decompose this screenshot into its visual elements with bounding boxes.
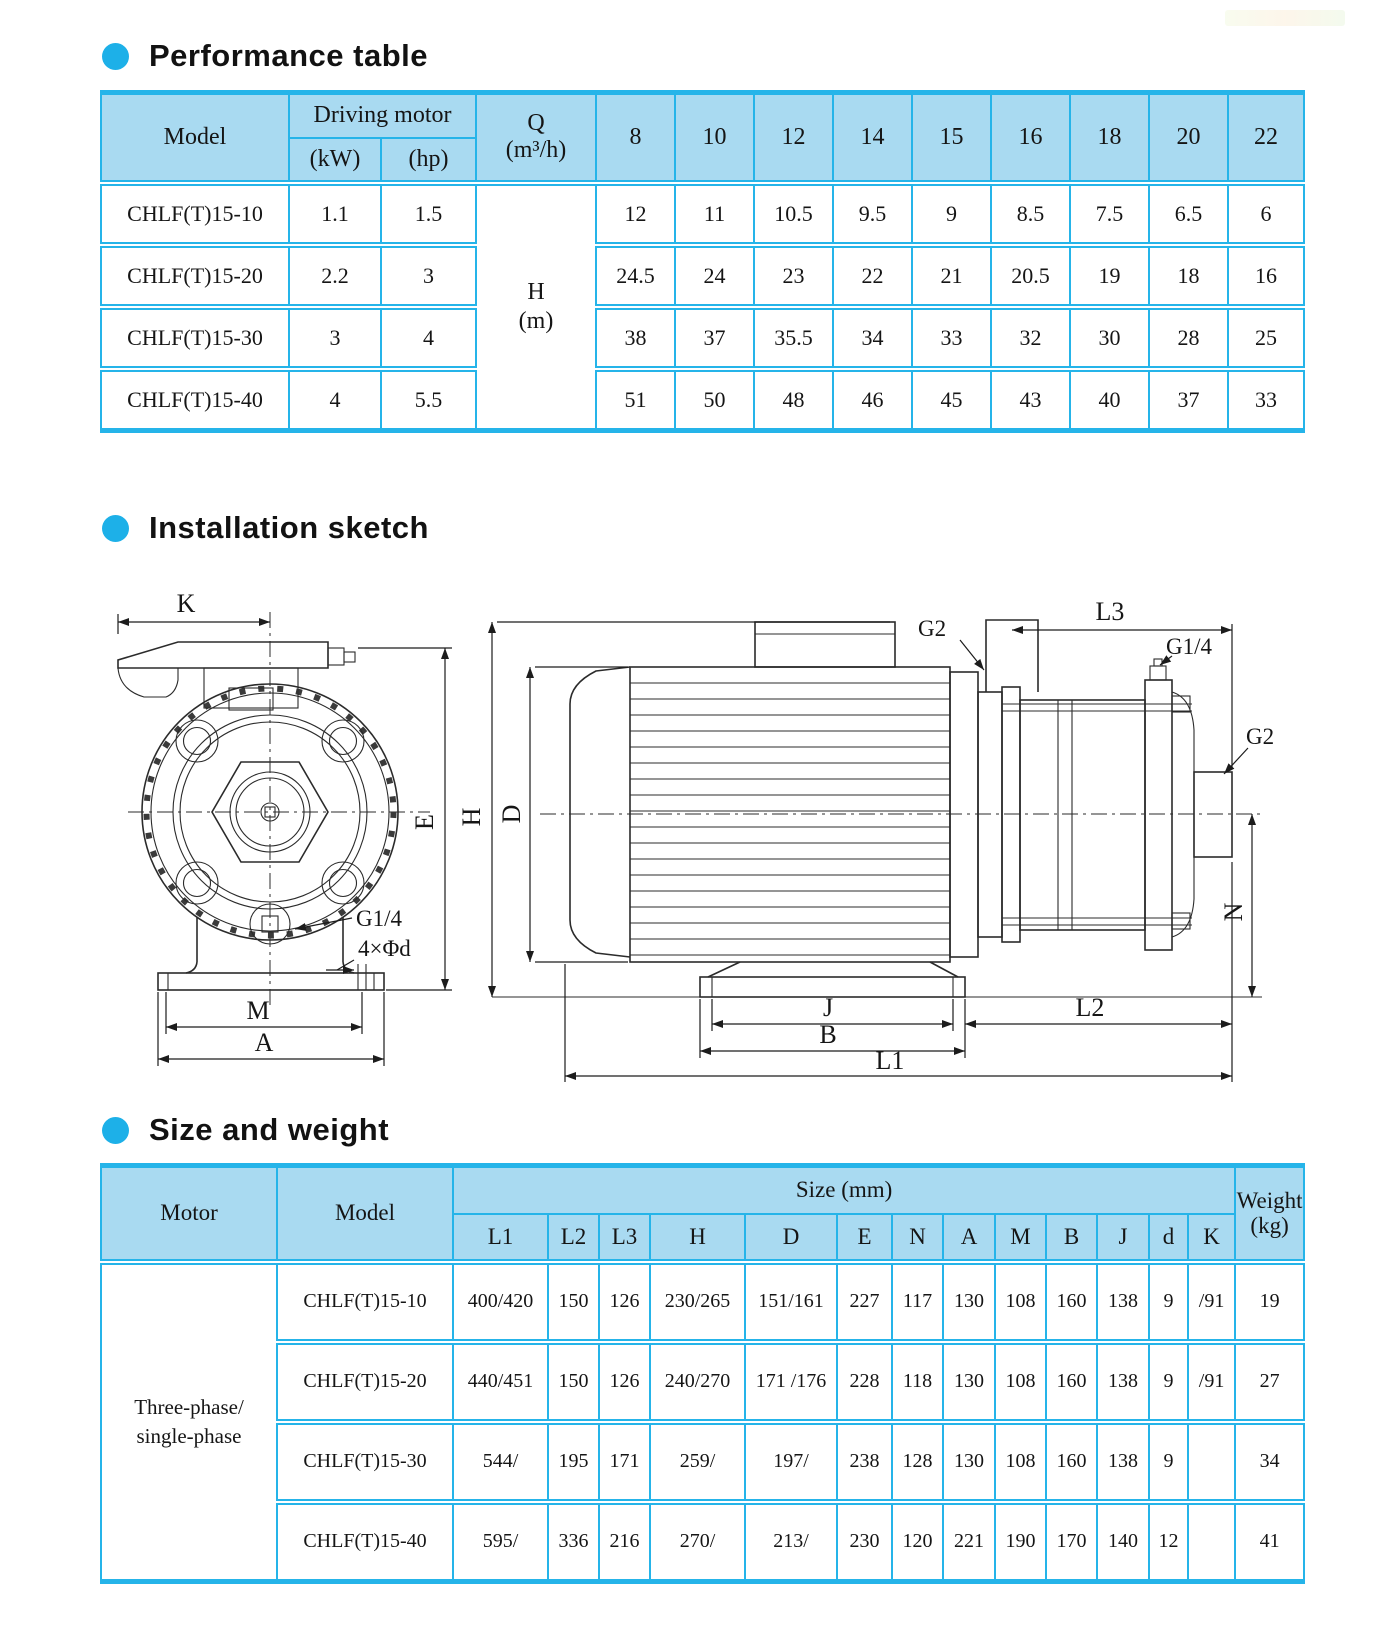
hp-cell: 3 xyxy=(381,245,476,307)
installation-section-heading xyxy=(102,510,429,546)
size-cell: 108 xyxy=(995,1262,1046,1342)
size-cell: 120 xyxy=(892,1502,943,1582)
head-cell: 33 xyxy=(1228,369,1304,431)
size-cell: 108 xyxy=(995,1422,1046,1502)
head-cell: 40 xyxy=(1070,369,1149,431)
dim-label-l2: L2 xyxy=(1075,993,1105,1022)
dim-label-g2-end: G2 xyxy=(1246,724,1275,749)
size-cell: 138 xyxy=(1097,1262,1149,1342)
col-header-motor: Motor xyxy=(101,1166,277,1262)
head-cell: 38 xyxy=(596,307,675,369)
dim-label-g14-side: G1/4 xyxy=(1166,634,1212,659)
motor-type-line1: Three-phase/ xyxy=(134,1395,244,1420)
scan-artifact xyxy=(1225,10,1345,26)
motor-type-line2: single-phase xyxy=(136,1423,242,1448)
head-cell: 46 xyxy=(833,369,912,431)
dim-label-l3: L3 xyxy=(1095,597,1125,626)
head-cell: 33 xyxy=(912,307,991,369)
size-cell: /91 xyxy=(1188,1342,1235,1422)
size-cell: 227 xyxy=(837,1262,892,1342)
head-cell: 21 xyxy=(912,245,991,307)
col-header-model: Model xyxy=(277,1166,453,1262)
dim-label-l1: L1 xyxy=(875,1046,905,1075)
h-symbol: H xyxy=(527,278,545,305)
dim-label-e: E xyxy=(410,814,439,830)
kw-cell: 3 xyxy=(289,307,381,369)
size-cell: 151/161 xyxy=(745,1262,837,1342)
size-cell: 130 xyxy=(943,1342,995,1422)
head-cell: 48 xyxy=(754,369,833,431)
kw-cell: 2.2 xyxy=(289,245,381,307)
size-cell: /91 xyxy=(1188,1262,1235,1342)
size-cell: 126 xyxy=(599,1342,650,1422)
size-cell: 12 xyxy=(1149,1502,1188,1582)
size-cell: 544/ xyxy=(453,1422,548,1502)
table-row xyxy=(101,369,1304,431)
size-cell: 138 xyxy=(1097,1422,1149,1502)
dim-label-h: H xyxy=(457,807,486,827)
flow-value-header: 8 xyxy=(596,93,675,183)
size-cell: 117 xyxy=(892,1262,943,1342)
bullet-icon xyxy=(102,43,129,70)
head-cell: 37 xyxy=(675,307,754,369)
motor-type-cell xyxy=(101,1262,277,1582)
flow-value-header: 14 xyxy=(833,93,912,183)
size-col-header: L1 xyxy=(453,1214,548,1262)
model-cell: CHLF(T)15-30 xyxy=(101,307,289,369)
weight-cell: 41 xyxy=(1235,1502,1304,1582)
weight-label: Weight xyxy=(1236,1187,1303,1213)
installation-sketch xyxy=(100,572,1310,1082)
hp-cell: 5.5 xyxy=(381,369,476,431)
front-view-dimensions xyxy=(118,589,452,1066)
size-cell: 9 xyxy=(1149,1342,1188,1422)
flow-value-header: 22 xyxy=(1228,93,1304,183)
hp-cell: 4 xyxy=(381,307,476,369)
size-cell: 440/451 xyxy=(453,1342,548,1422)
size-cell: 9 xyxy=(1149,1422,1188,1502)
size-cell: 160 xyxy=(1046,1422,1097,1502)
size-col-header: D xyxy=(745,1214,837,1262)
head-cell: 9.5 xyxy=(833,183,912,245)
size-cell: 130 xyxy=(943,1422,995,1502)
size-col-header: H xyxy=(650,1214,745,1262)
size-cell: 126 xyxy=(599,1262,650,1342)
col-header-q xyxy=(476,93,596,183)
model-cell: CHLF(T)15-40 xyxy=(101,369,289,431)
dim-label-g14-front: G1/4 xyxy=(356,906,402,931)
pump-side-view xyxy=(492,620,1262,997)
head-cell: 24 xyxy=(675,245,754,307)
head-cell: 7.5 xyxy=(1070,183,1149,245)
head-cell: 25 xyxy=(1228,307,1304,369)
size-cell xyxy=(1188,1422,1235,1502)
dim-label-bolt-pattern: 4×Φd xyxy=(358,936,411,961)
model-cell: CHLF(T)15-10 xyxy=(277,1262,453,1342)
size-col-header: J xyxy=(1097,1214,1149,1262)
size-cell: 150 xyxy=(548,1342,599,1422)
size-cell: 140 xyxy=(1097,1502,1149,1582)
table-row xyxy=(101,1422,1304,1502)
size-cell: 128 xyxy=(892,1422,943,1502)
head-cell: 23 xyxy=(754,245,833,307)
dim-label-a: A xyxy=(254,1028,274,1057)
head-cell: 12 xyxy=(596,183,675,245)
size-cell: 195 xyxy=(548,1422,599,1502)
size-cell: 171 xyxy=(599,1422,650,1502)
flow-value-header: 20 xyxy=(1149,93,1228,183)
weight-cell: 19 xyxy=(1235,1262,1304,1342)
model-cell: CHLF(T)15-20 xyxy=(277,1342,453,1422)
size-col-header: K xyxy=(1188,1214,1235,1262)
size-cell: 171 /176 xyxy=(745,1342,837,1422)
flow-value-header: 10 xyxy=(675,93,754,183)
head-cell: 18 xyxy=(1149,245,1228,307)
dim-label-k: K xyxy=(176,589,196,618)
size-cell: 228 xyxy=(837,1342,892,1422)
head-cell: 22 xyxy=(833,245,912,307)
size-col-header: B xyxy=(1046,1214,1097,1262)
col-header-weight xyxy=(1235,1166,1304,1262)
junction-box xyxy=(755,622,895,667)
performance-table xyxy=(100,90,1305,433)
size-cell: 221 xyxy=(943,1502,995,1582)
table-row xyxy=(101,1262,1304,1342)
size-col-header: d xyxy=(1149,1214,1188,1262)
q-unit: (m³/h) xyxy=(505,137,567,164)
head-cell: 50 xyxy=(675,369,754,431)
head-cell: 8.5 xyxy=(991,183,1070,245)
col-header-kw: (kW) xyxy=(289,138,381,183)
flow-value-header: 18 xyxy=(1070,93,1149,183)
weight-cell: 34 xyxy=(1235,1422,1304,1502)
q-symbol: Q xyxy=(527,110,545,137)
size-cell: 170 xyxy=(1046,1502,1097,1582)
head-cell: 24.5 xyxy=(596,245,675,307)
head-cell: 45 xyxy=(912,369,991,431)
weight-cell: 27 xyxy=(1235,1342,1304,1422)
performance-section-heading xyxy=(102,38,428,74)
model-cell: CHLF(T)15-40 xyxy=(277,1502,453,1582)
head-cell: 10.5 xyxy=(754,183,833,245)
flow-value-header: 16 xyxy=(991,93,1070,183)
dim-label-g2-top: G2 xyxy=(918,616,947,641)
flow-value-header: 12 xyxy=(754,93,833,183)
size-col-header: A xyxy=(943,1214,995,1262)
size-cell: 130 xyxy=(943,1262,995,1342)
size-cell: 240/270 xyxy=(650,1342,745,1422)
size-cell: 160 xyxy=(1046,1342,1097,1422)
section-title: Size and weight xyxy=(149,1112,390,1147)
head-cell: 43 xyxy=(991,369,1070,431)
table-row xyxy=(101,245,1304,307)
model-cell: CHLF(T)15-30 xyxy=(277,1422,453,1502)
section-title: Performance table xyxy=(149,38,428,73)
head-cell: 9 xyxy=(912,183,991,245)
table-row xyxy=(101,1342,1304,1422)
dim-label-n: N xyxy=(1219,902,1248,922)
head-cell: 32 xyxy=(991,307,1070,369)
size-cell: 216 xyxy=(599,1502,650,1582)
size-cell: 160 xyxy=(1046,1262,1097,1342)
model-cell: CHLF(T)15-10 xyxy=(101,183,289,245)
section-title: Installation sketch xyxy=(149,510,429,545)
size-cell: 118 xyxy=(892,1342,943,1422)
size-cell: 213/ xyxy=(745,1502,837,1582)
head-cell: 6 xyxy=(1228,183,1304,245)
dim-label-d: D xyxy=(497,804,526,824)
head-cell: 28 xyxy=(1149,307,1228,369)
head-cell: 35.5 xyxy=(754,307,833,369)
size-section-heading xyxy=(102,1112,389,1148)
flow-value-header: 15 xyxy=(912,93,991,183)
size-cell: 108 xyxy=(995,1342,1046,1422)
col-header-model: Model xyxy=(101,93,289,183)
dim-label-m: M xyxy=(246,996,270,1025)
h-unit: (m) xyxy=(518,307,554,334)
head-cell: 37 xyxy=(1149,369,1228,431)
head-cell: 34 xyxy=(833,307,912,369)
head-cell: 19 xyxy=(1070,245,1149,307)
dim-label-b: B xyxy=(819,1020,837,1049)
size-col-header: L3 xyxy=(599,1214,650,1262)
head-cell: 11 xyxy=(675,183,754,245)
size-col-header: L2 xyxy=(548,1214,599,1262)
dim-label-j: J xyxy=(822,993,834,1022)
head-cell: 30 xyxy=(1070,307,1149,369)
size-cell: 259/ xyxy=(650,1422,745,1502)
size-cell: 400/420 xyxy=(453,1262,548,1342)
kw-cell: 1.1 xyxy=(289,183,381,245)
col-header-size-group: Size (mm) xyxy=(453,1166,1235,1214)
table-row xyxy=(101,1502,1304,1582)
size-cell: 595/ xyxy=(453,1502,548,1582)
size-col-header: E xyxy=(837,1214,892,1262)
size-cell: 138 xyxy=(1097,1342,1149,1422)
size-weight-table xyxy=(100,1163,1305,1584)
size-cell: 230 xyxy=(837,1502,892,1582)
size-cell: 150 xyxy=(548,1262,599,1342)
weight-unit: (kg) xyxy=(1250,1213,1289,1239)
table-row xyxy=(101,307,1304,369)
hp-cell: 1.5 xyxy=(381,183,476,245)
size-cell: 336 xyxy=(548,1502,599,1582)
head-cell: 16 xyxy=(1228,245,1304,307)
size-col-header: N xyxy=(892,1214,943,1262)
bullet-icon xyxy=(102,1117,129,1144)
size-cell: 230/265 xyxy=(650,1262,745,1342)
size-cell: 270/ xyxy=(650,1502,745,1582)
col-header-driving-motor: Driving motor xyxy=(289,93,476,138)
head-unit-cell xyxy=(476,183,596,431)
size-cell: 197/ xyxy=(745,1422,837,1502)
size-cell: 238 xyxy=(837,1422,892,1502)
col-header-hp: (hp) xyxy=(381,138,476,183)
size-cell: 9 xyxy=(1149,1262,1188,1342)
side-view-dimensions xyxy=(457,597,1274,1082)
head-cell: 6.5 xyxy=(1149,183,1228,245)
size-cell: 190 xyxy=(995,1502,1046,1582)
size-col-header: M xyxy=(995,1214,1046,1262)
size-cell xyxy=(1188,1502,1235,1582)
kw-cell: 4 xyxy=(289,369,381,431)
table-row xyxy=(101,183,1304,245)
bullet-icon xyxy=(102,515,129,542)
head-cell: 51 xyxy=(596,369,675,431)
model-cell: CHLF(T)15-20 xyxy=(101,245,289,307)
head-cell: 20.5 xyxy=(991,245,1070,307)
suction-port xyxy=(986,620,1038,692)
